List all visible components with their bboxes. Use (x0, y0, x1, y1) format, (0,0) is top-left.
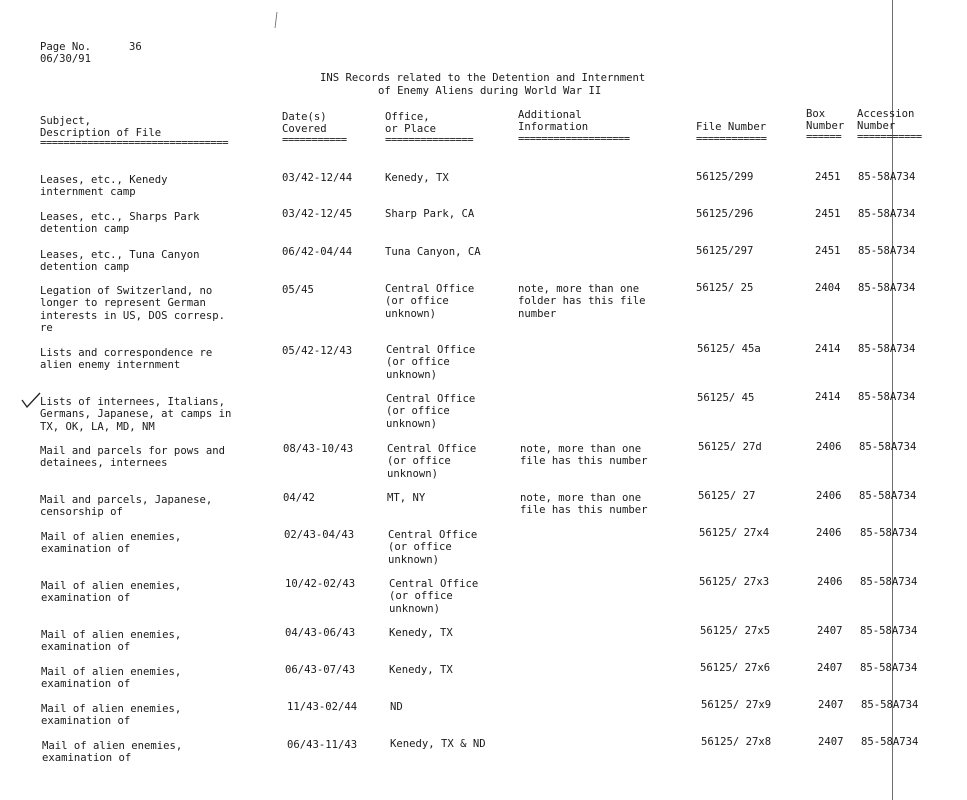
cell-file-number: 56125/299 (696, 171, 754, 183)
cell-box: 2451 (815, 171, 841, 183)
cell-subject: Mail and parcels for pows and detainees, internees (40, 445, 225, 470)
cell-office: ND (390, 701, 403, 713)
cell-file-number: 56125/ 27x4 (699, 527, 770, 539)
cell-accession: 85-58A734 (861, 699, 919, 711)
cell-dates: 08/43-10/43 (283, 443, 354, 455)
cell-file-number: 56125/ 27d (698, 441, 762, 453)
cell-box: 2407 (817, 625, 843, 637)
report-title-line1: INS Records related to the Detention and Internment (320, 72, 646, 84)
cell-accession: 85-58A734 (860, 662, 918, 674)
cell-dates: 05/45 (282, 284, 314, 296)
cell-dates: 06/43-07/43 (285, 664, 356, 676)
cell-box: 2406 (816, 490, 842, 502)
cell-accession: 85-58A734 (858, 208, 916, 220)
cell-box: 2407 (817, 662, 843, 674)
cell-subject: Legation of Switzerland, no longer to represent German interests in US, DOS corresp. re (40, 285, 225, 335)
scan-speck-icon (272, 10, 280, 30)
column-header-dates: Date(s) Covered (282, 111, 327, 136)
column-header-office: Office, or Place (385, 111, 437, 136)
cell-file-number: 56125/296 (696, 208, 754, 220)
cell-subject: Lists and correspondence re alien enemy internment (40, 347, 213, 372)
cell-dates: 02/43-04/43 (284, 529, 355, 541)
cell-subject: Leases, etc., Sharps Park detention camp (40, 211, 200, 236)
cell-file-number: 56125/ 45 (697, 392, 755, 404)
cell-accession: 85-58A734 (860, 576, 918, 588)
page-number-label: Page No. (40, 41, 92, 53)
cell-dates: 10/42-02/43 (285, 578, 356, 590)
column-rule-additional: =================== (518, 133, 630, 145)
cell-file-number: 56125/ 25 (696, 282, 754, 294)
cell-additional: note, more than one file has this number (520, 443, 648, 468)
cell-subject: Leases, etc., Tuna Canyon detention camp (40, 249, 200, 274)
column-rule-accession: =========== (857, 131, 922, 143)
cell-office: Sharp Park, CA (385, 208, 475, 220)
cell-dates: 11/43-02/44 (287, 701, 358, 713)
cell-accession: 85-58A734 (858, 391, 916, 403)
column-rule-subject: ================================ (40, 137, 229, 149)
cell-dates: 04/43-06/43 (285, 627, 356, 639)
cell-subject: Mail of alien enemies, examination of (41, 531, 182, 556)
cell-box: 2451 (815, 245, 841, 257)
cell-additional: note, more than one file has this number (520, 492, 648, 517)
cell-subject: Mail of alien enemies, examination of (41, 703, 182, 728)
cell-file-number: 56125/ 27 (698, 490, 756, 502)
column-rule-office: =============== (385, 134, 474, 146)
cell-box: 2451 (815, 208, 841, 220)
cell-subject: Lists of internees, Italians, Germans, Japanese, at camps in TX, OK, LA, MD, NM (40, 396, 232, 433)
cell-box: 2407 (818, 699, 844, 711)
column-header-box: Box Number (806, 108, 845, 133)
cell-dates: 04/42 (283, 492, 315, 504)
cell-accession: 85-58A734 (860, 527, 918, 539)
report-date: 06/30/91 (40, 53, 92, 65)
cell-subject: Mail and parcels, Japanese, censorship of (40, 494, 213, 519)
cell-dates: 03/42-12/45 (282, 208, 353, 220)
cell-additional: note, more than one folder has this file number (518, 283, 646, 320)
cell-file-number: 56125/ 27x6 (700, 662, 771, 674)
cell-accession: 85-58A734 (859, 441, 917, 453)
cell-subject: Mail of alien enemies, examination of (41, 666, 182, 691)
column-header-file-number: File Number (696, 121, 767, 133)
cell-file-number: 56125/ 27x5 (700, 625, 771, 637)
column-rule-box: ====== (806, 131, 842, 143)
cell-office: Central Office (or office unknown) (387, 443, 477, 480)
cell-office: MT, NY (387, 492, 426, 504)
cell-accession: 85-58A734 (858, 171, 916, 183)
column-header-accession: Accession Number (857, 108, 915, 133)
cell-box: 2406 (816, 441, 842, 453)
cell-box: 2414 (815, 391, 841, 403)
cell-subject: Mail of alien enemies, examination of (42, 740, 183, 765)
cell-file-number: 56125/ 27x8 (701, 736, 772, 748)
cell-office: Central Office (or office unknown) (386, 393, 476, 430)
cell-dates: 06/43-11/43 (287, 739, 358, 751)
cell-office: Central Office (or office unknown) (385, 283, 475, 320)
cell-accession: 85-58A734 (859, 490, 917, 502)
column-rule-dates: =========== (282, 134, 347, 146)
cell-office: Kenedy, TX & ND (390, 738, 486, 750)
cell-file-number: 56125/ 45a (697, 343, 761, 355)
cell-subject: Leases, etc., Kenedy internment camp (40, 174, 168, 199)
cell-office: Central Office (or office unknown) (389, 578, 479, 615)
cell-accession: 85-58A734 (860, 625, 918, 637)
cell-office: Kenedy, TX (389, 664, 453, 676)
cell-office: Kenedy, TX (385, 172, 449, 184)
cell-office: Tuna Canyon, CA (385, 246, 481, 258)
cell-box: 2404 (815, 282, 841, 294)
report-title-line2: of Enemy Aliens during World War II (378, 85, 602, 97)
cell-file-number: 56125/ 27x9 (701, 699, 772, 711)
column-header-subject: Subject, Description of File (40, 115, 162, 140)
cell-office: Kenedy, TX (389, 627, 453, 639)
cell-box: 2414 (815, 343, 841, 355)
cell-file-number: 56125/ 27x3 (699, 576, 770, 588)
cell-office: Central Office (or office unknown) (388, 529, 478, 566)
column-header-additional: Additional Information (518, 109, 589, 134)
cell-dates: 06/42-04/44 (282, 246, 353, 258)
cell-accession: 85-58A734 (858, 343, 916, 355)
cell-accession: 85-58A734 (858, 282, 916, 294)
page-number: 36 (129, 41, 142, 53)
cell-box: 2407 (818, 736, 844, 748)
cell-accession: 85-58A734 (858, 245, 916, 257)
cell-office: Central Office (or office unknown) (386, 344, 476, 381)
cell-accession: 85-58A734 (861, 736, 919, 748)
cell-subject: Mail of alien enemies, examination of (41, 629, 182, 654)
cell-box: 2406 (816, 527, 842, 539)
column-rule-file-number: ============ (696, 133, 767, 145)
cell-dates: 03/42-12/44 (282, 172, 353, 184)
cell-box: 2406 (817, 576, 843, 588)
cell-file-number: 56125/297 (696, 245, 754, 257)
cell-dates: 05/42-12/43 (282, 345, 353, 357)
cell-subject: Mail of alien enemies, examination of (41, 580, 182, 605)
